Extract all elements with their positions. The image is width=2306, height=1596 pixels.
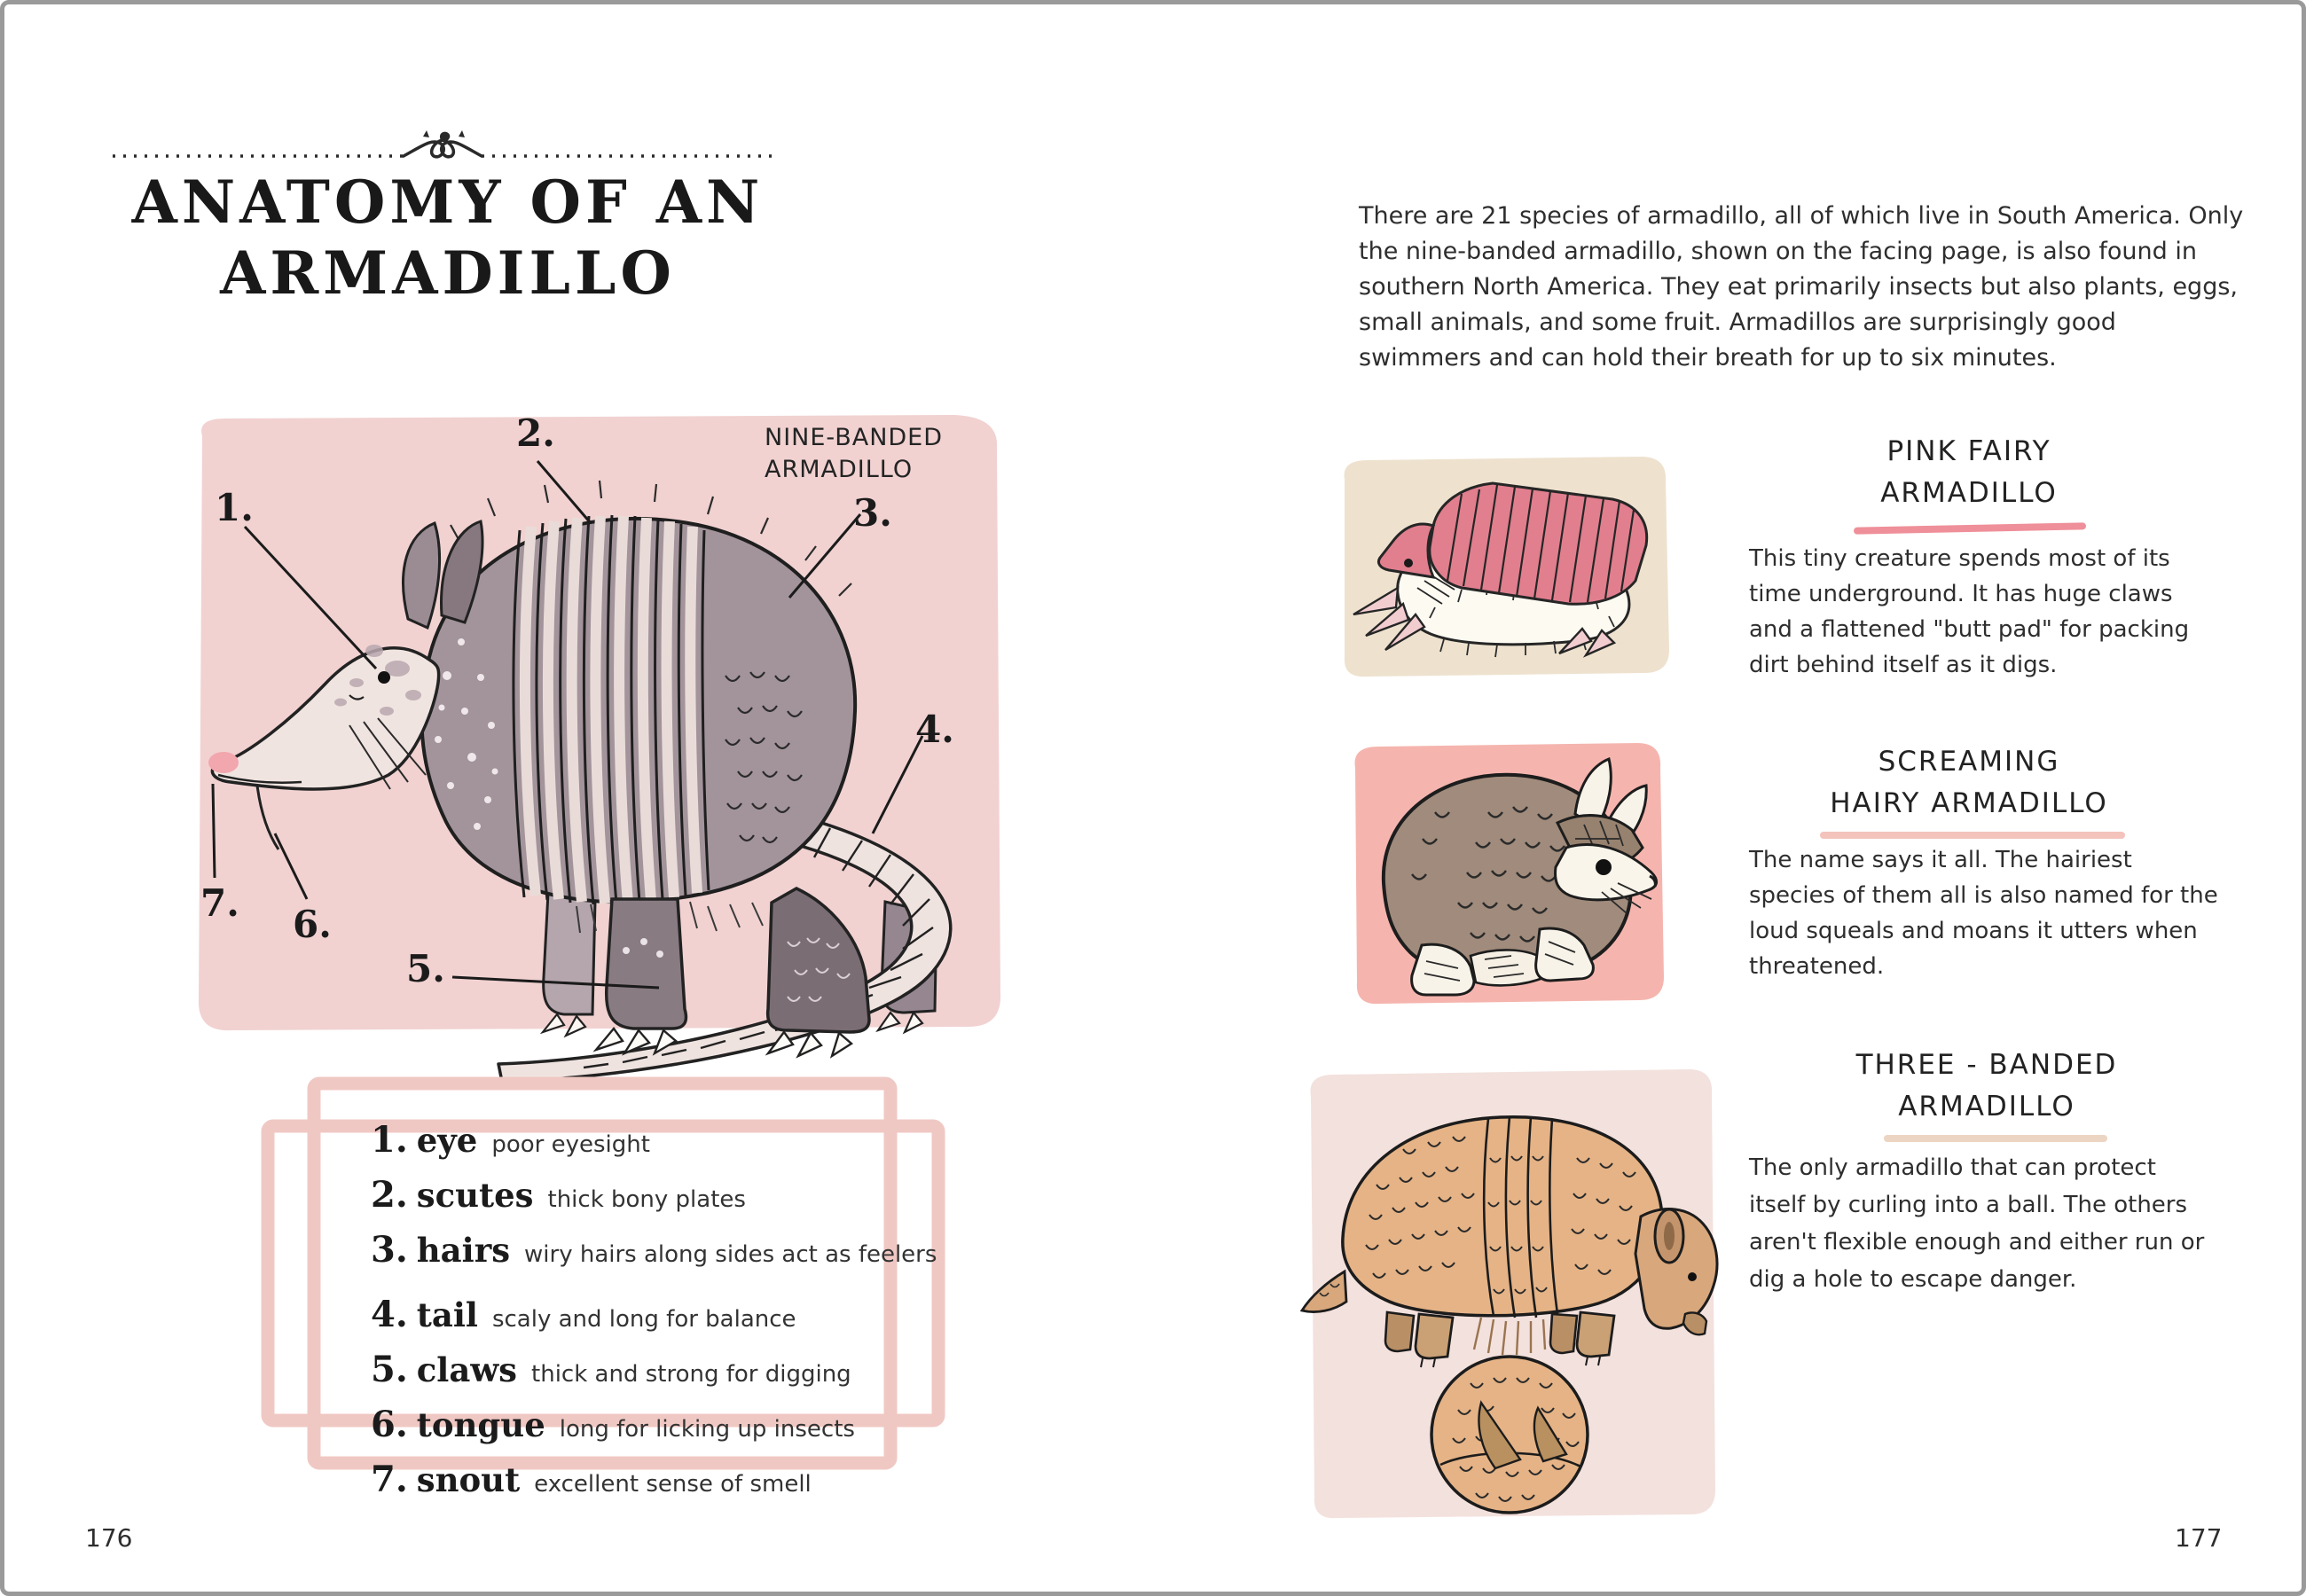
- hairy-eye: [1596, 859, 1612, 875]
- anatomy-legend: [371, 1119, 938, 1514]
- legend-num: 6.: [371, 1404, 408, 1445]
- legend-num: 5.: [371, 1349, 408, 1390]
- screaming-hairy-armadillo-illustration: [1337, 732, 1675, 1012]
- fairy-eye: [1404, 559, 1413, 567]
- legend-num: 7.: [371, 1459, 408, 1500]
- hairy-belly: [1471, 950, 1545, 985]
- three-banded-underline: [1884, 1135, 2107, 1142]
- far-rear-leg: [1385, 1312, 1414, 1351]
- armadillo-eye: [378, 671, 390, 684]
- page-title: [124, 167, 772, 309]
- heading-line2: ARMADILLO: [1898, 1091, 2075, 1123]
- page-title-line2: ARMADILLO: [220, 239, 676, 308]
- heading-line2: HAIRY ARMADILLO: [1830, 787, 2108, 819]
- callout-3: 3.: [853, 491, 892, 535]
- three-banded-heading: [1800, 1044, 2173, 1128]
- legend-item-tongue: [371, 1404, 938, 1445]
- legend-item-snout: [371, 1459, 938, 1500]
- pink-fairy-underline: [1854, 522, 2086, 534]
- legend-desc: poor eyesight: [491, 1131, 650, 1158]
- ear-inner: [1664, 1222, 1675, 1250]
- three-banded-armadillo-illustration: [1288, 1052, 1736, 1537]
- legend-item-hairs: [371, 1229, 938, 1271]
- legend-term: hairs: [416, 1231, 511, 1270]
- legend-term: tail: [416, 1295, 478, 1334]
- rear-leg: [1416, 1314, 1453, 1358]
- legend-num: 4.: [371, 1294, 408, 1335]
- far-front-leg: [1550, 1314, 1577, 1353]
- legend-item-claws: [371, 1349, 938, 1390]
- callout-7: 7.: [200, 881, 239, 925]
- legend-num: 2.: [371, 1174, 408, 1216]
- pink-fairy-text: This tiny creature spends most of its time underground. It has huge claws and a flattened "butt pad" for packing dirt behind itself as it digs.: [1749, 545, 2190, 678]
- screaming-hairy-text: The name says it all. The hairiest species of them all is also named for the loud squeals and moans it utters when threatened.: [1749, 847, 2218, 980]
- far-front-leg: [544, 893, 595, 1014]
- diagram-label-line2: ARMADILLO: [765, 456, 914, 483]
- divider-leaf-left: [423, 130, 429, 137]
- legend-term: tongue: [416, 1405, 545, 1444]
- legend-term: claws: [416, 1350, 518, 1389]
- diagram-label-line1: NINE-BANDED: [765, 424, 944, 451]
- callout-2: 2.: [516, 411, 555, 455]
- heading-line1: THREE - BANDED: [1855, 1049, 2118, 1081]
- legend-num: 3.: [371, 1229, 408, 1271]
- legend-item-scutes: [371, 1174, 938, 1216]
- front-leg: [1577, 1312, 1614, 1357]
- legend-item-eye: [371, 1119, 938, 1161]
- legend-term: scutes: [416, 1176, 534, 1215]
- page-number-left: 176: [85, 1523, 133, 1553]
- legend-desc: scaly and long for balance: [491, 1306, 796, 1333]
- near-front-leg: [607, 899, 686, 1029]
- legend-desc: excellent sense of smell: [534, 1471, 812, 1498]
- page-title-line1: ANATOMY OF AN: [131, 168, 765, 237]
- callout-1: 1.: [215, 486, 254, 529]
- diagram-label: [765, 422, 960, 486]
- callout-5: 5.: [406, 947, 445, 990]
- divider-leaf-right: [459, 130, 465, 137]
- legend-desc: thick and strong for digging: [531, 1361, 851, 1388]
- callout-6: 6.: [293, 903, 332, 946]
- legend-desc: thick bony plates: [547, 1186, 746, 1213]
- page-number-right: 177: [2175, 1523, 2223, 1553]
- pink-fairy-heading: [1783, 431, 2155, 514]
- legend-desc: wiry hairs along sides act as feelers: [524, 1241, 937, 1268]
- armadillo-nose: [208, 752, 239, 773]
- screaming-hairy-heading: [1783, 741, 2155, 825]
- curled-ball: [1431, 1357, 1588, 1513]
- three-banded-text: The only armadillo that can protect itself by curling into a ball. The others aren't flexible enough and either run or dig a hole to escape danger.: [1749, 1154, 2205, 1293]
- legend-term: eye: [416, 1121, 478, 1160]
- legend-item-tail: [371, 1294, 938, 1335]
- legend-num: 1.: [371, 1119, 408, 1161]
- rear-claws: [768, 1032, 851, 1056]
- legend-term: snout: [416, 1460, 521, 1499]
- screaming-hairy-underline: [1820, 832, 2125, 839]
- three-banded-eye: [1688, 1272, 1697, 1281]
- heading-line2: ARMADILLO: [1880, 477, 2058, 509]
- heading-line1: SCREAMING: [1878, 746, 2060, 778]
- callout-4: 4.: [915, 708, 954, 751]
- legend-desc: long for licking up insects: [559, 1416, 855, 1443]
- heading-line1: PINK FAIRY: [1886, 435, 2051, 467]
- pink-fairy-armadillo-illustration: [1329, 448, 1679, 685]
- decorative-divider: [111, 129, 774, 172]
- intro-paragraph: There are 21 species of armadillo, all of which live in South America. Only the nine-banded armadillo, shown on the facing page, is also found in southern North America. They eat primarily insects but also plants, eggs, small animals, and some fruit. Armadillos are surprisingly good swimmers and can hold their breath for up to six minutes.: [1359, 202, 2244, 372]
- divider-flourish-icon: [404, 133, 482, 156]
